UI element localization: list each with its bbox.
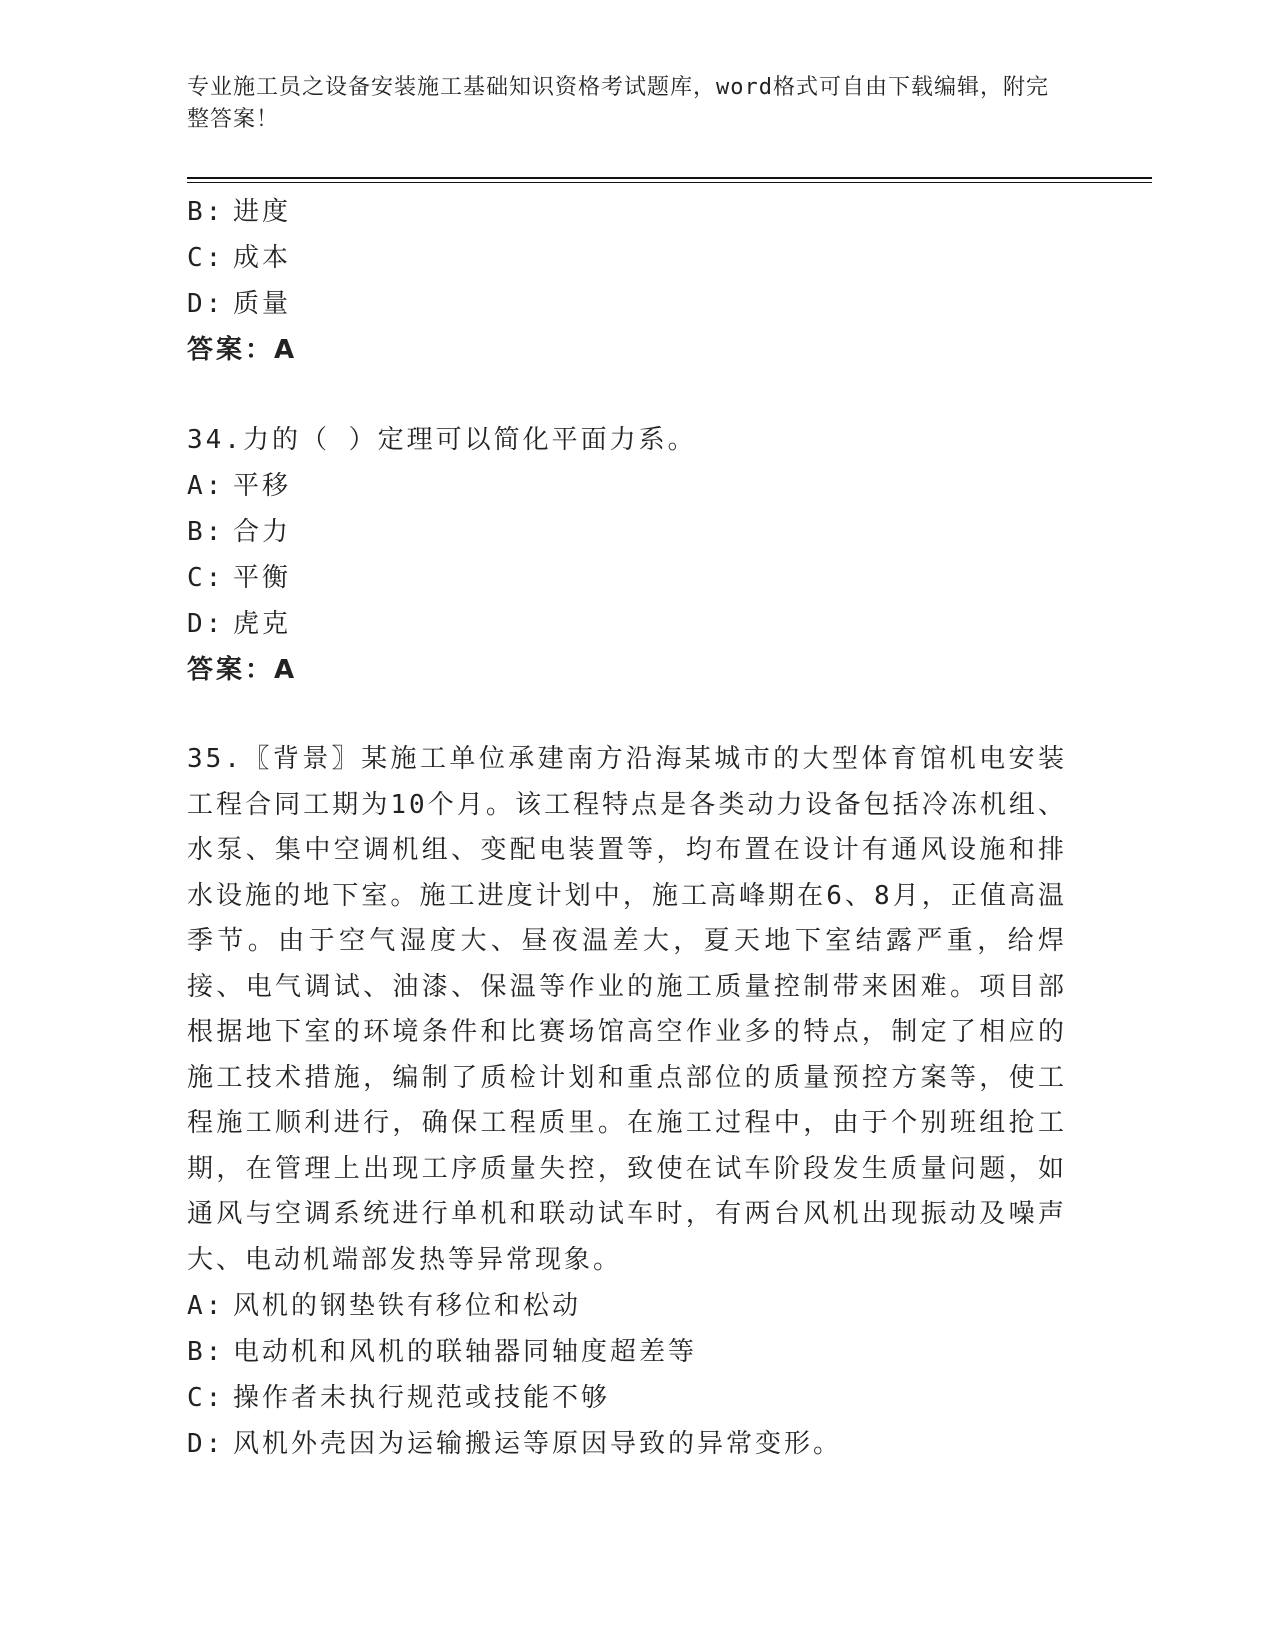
option-text: 进度 bbox=[233, 197, 292, 227]
option-text: 操作者未执行规范或技能不够 bbox=[233, 1383, 611, 1413]
option-text: 电动机和风机的联轴器同轴度超差等 bbox=[233, 1337, 698, 1367]
q34-option-c bbox=[187, 555, 1067, 601]
option-text: 风机的钢垫铁有移位和松动 bbox=[233, 1291, 582, 1321]
spacer bbox=[187, 693, 1067, 737]
q35-stem: 35.〖背景〗某施工单位承建南方沿海某城市的大型体育馆机电安装工程合同工期为10个月。该工程特点是各类动力设备包括冷冻机组、水泵、集中空调机组、变配电装置等，均布置在设计有通风设施和排水设施的地下室。施工进度计划中，施工高峰期在6、8月，正值高温季节。由于空气湿度大、昼夜温差大，夏天地下室结露严重，给焊接、电气调试、油漆、保温等作业的施工质量控制带来困难。项目部根据地下室的环境条件和比赛场馆高空作业多的特点，制定了相应的施工技术措施，编制了质检计划和重点部位的质量预控方案等，使工程施工顺利进行，确保工程质里。在施工过程中，由于个别班组抢工期，在管理上出现工序质量失控，致使在试车阶段发生质量问题，如通风与空调系统进行单机和联动试车时，有两台风机出现振动及噪声大、电动机端部发热等异常现象。 bbox=[187, 744, 1067, 1275]
option-letter: B: bbox=[187, 197, 225, 227]
option-letter: B: bbox=[187, 1337, 225, 1367]
q34-option-b bbox=[187, 509, 1067, 555]
q35-option-a bbox=[187, 1283, 1067, 1329]
option-letter: C: bbox=[187, 1383, 225, 1413]
option-text: 平衡 bbox=[233, 563, 292, 593]
prev-option-c bbox=[187, 235, 1067, 281]
option-letter: A: bbox=[187, 1291, 225, 1321]
spacer bbox=[187, 373, 1067, 417]
q35-option-d bbox=[187, 1421, 1067, 1467]
question-content bbox=[187, 189, 1067, 1467]
option-letter: D: bbox=[187, 609, 225, 639]
option-letter: A: bbox=[187, 471, 225, 501]
q34-option-d bbox=[187, 601, 1067, 647]
option-letter: D: bbox=[187, 289, 225, 319]
q34-option-a bbox=[187, 463, 1067, 509]
option-text: 合力 bbox=[233, 517, 292, 547]
option-text: 虎克 bbox=[233, 609, 292, 639]
option-text: 质量 bbox=[233, 289, 292, 319]
header-divider-thin bbox=[187, 182, 1152, 183]
q35-option-b bbox=[187, 1329, 1067, 1375]
option-text: 平移 bbox=[233, 471, 292, 501]
option-letter: C: bbox=[187, 243, 225, 273]
prev-option-d bbox=[187, 281, 1067, 327]
option-text: 成本 bbox=[233, 243, 292, 273]
option-letter: D: bbox=[187, 1429, 225, 1459]
option-letter: C: bbox=[187, 563, 225, 593]
q34-answer: 答案：A bbox=[187, 655, 298, 685]
prev-option-b bbox=[187, 189, 1067, 235]
prev-answer: 答案：A bbox=[187, 335, 298, 365]
option-text: 风机外壳因为运输搬运等原因导致的异常变形。 bbox=[233, 1429, 843, 1459]
header-divider-thick bbox=[187, 177, 1152, 179]
q35-option-c bbox=[187, 1375, 1067, 1421]
q34-stem: 34.力的（ ）定理可以简化平面力系。 bbox=[187, 425, 697, 455]
option-letter: B: bbox=[187, 517, 225, 547]
document-header: 专业施工员之设备安装施工基础知识资格考试题库，word格式可自由下载编辑，附完整答案！ bbox=[187, 75, 1049, 132]
